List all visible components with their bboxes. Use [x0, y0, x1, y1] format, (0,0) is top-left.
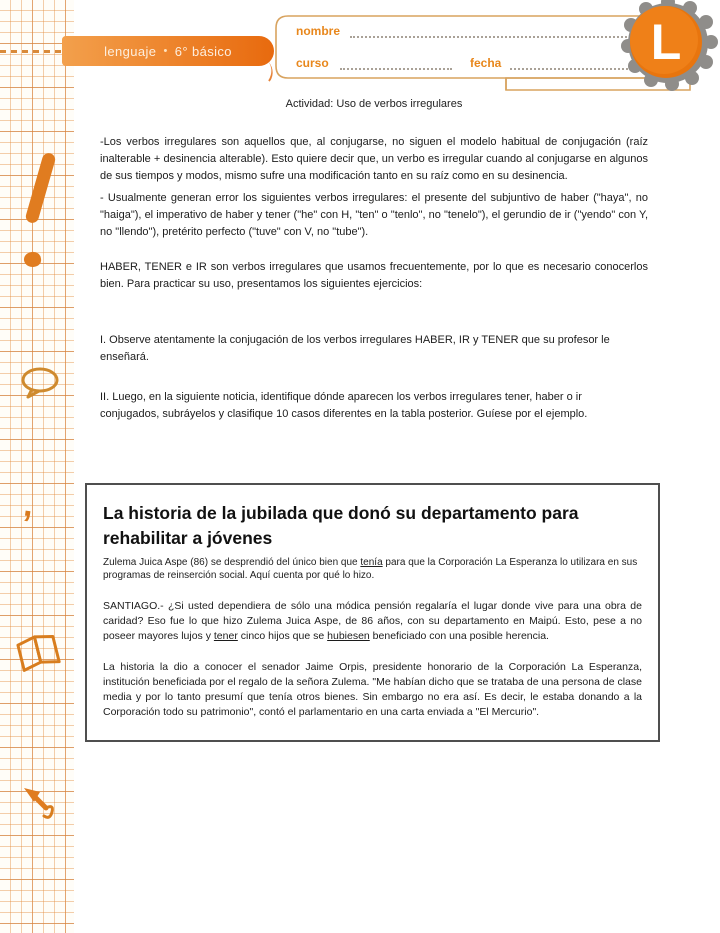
underlined-verb-tener: tener	[213, 629, 238, 642]
p1-text: SANTIAGO.- ¿Si usted dependiera de sólo una módica pensión regalaría el lugar donde vive para una obra de caridad? Eso fue lo que hizo Zulema Juica Aspe, de 86 años, con su departamento en Maipú. Esto, pese a no poseer mayores lujos y	[103, 599, 642, 642]
article-headline: La historia de la jubilada que donó su departamento para rehabilitar a jóvenes	[103, 503, 579, 548]
activity-title: Actividad: Uso de verbos irregulares	[285, 98, 463, 110]
app-logo	[618, 0, 720, 104]
open-book-icon	[14, 626, 66, 676]
instruction-item-2: II. Luego, en la siguiente noticia, identifique dónde aparecen los verbos irregulares tener, haber o ir conjugados, subráyelos y clasifique 10 casos diferentes en la tabla posterior. Guíese por el ejemplo.	[100, 391, 588, 420]
underlined-verb-hubiesen: hubiesen	[327, 629, 370, 642]
pen-nib-icon	[16, 782, 64, 826]
date-field-line	[510, 67, 632, 70]
banner-dashed-line	[0, 50, 62, 53]
intro-paragraph-2: - Usualmente generan error los siguientes verbos irregulares: el presente del subjuntivo de haber ("haya", no "haiga"), el imperativo de haber y tener ("he" con H, "ten" o "tenlo", no "tenelo"), el gerundio de ir ("yendo" con Y, no "llendo"), pretérito perfecto ("tuve" con V, no "tube").	[100, 192, 648, 238]
intro-paragraph-1: -Los verbos irregulares son aquellos que, al conjugarse, no siguen el modelo habitual de conjugación (raíz inalterable + desinencia alterable). Esto quiere decir que, un verbo es irregular cuando al conjugarse en algunos de sus tiempos y modos, mismo sufre una modificación tanto en su raíz como en su desinencia.	[100, 136, 648, 182]
logo-letter: L	[650, 14, 682, 70]
article-paragraph-2: La historia la dio a conocer el senador Jaime Orpis, presidente honorario de la Corporación La Esperanza, institución beneficiada por el regalo de la señora Zulema. "Me habían dicho que se trataba de una persona de clase media y por lo tanto presumí que tenía otros bienes. Sin embargo no era así. Es decir, le estaba donando a la Corporación todo su patrimonio", contó el parlamentario en una carta enviada a "El Mercurio".	[103, 660, 642, 718]
lead-text: Zulema Juica Aspe (86) se desprendió del único bien que	[103, 556, 361, 568]
news-article-box	[85, 483, 660, 742]
comma-icon: ,	[21, 485, 37, 525]
course-field-label: curso	[296, 56, 329, 70]
intro-paragraph-3: HABER, TENER e IR son verbos irregulares que usamos frecuentemente, por lo que es necesario conocerlos bien. Para practicar su uso, presentamos los siguientes ejercicios:	[100, 260, 648, 290]
subject-banner	[62, 36, 274, 66]
lead-text-end: para que la Corporación La Esperanza lo utilizara en sus programas de reinserción social. Aquí cuenta por qué lo hizo.	[103, 556, 638, 582]
article-paragraph-1	[103, 599, 642, 644]
p1-text-mid: cinco hijos que se	[237, 629, 328, 642]
speech-bubble-icon	[18, 366, 62, 402]
grade-label: 6° básico	[174, 43, 232, 59]
subject-label: lenguaje	[104, 43, 157, 59]
article-lead	[103, 556, 642, 583]
banner-bullet: •	[163, 45, 168, 57]
main-content	[100, 98, 648, 422]
p1-text-end: beneficiado con una posible herencia.	[369, 629, 549, 642]
instruction-item-1: I. Observe atentamente la conjugación de los verbos irregulares HABER, IR y TENER que su profesor le enseñará.	[100, 334, 610, 363]
name-field-label: nombre	[296, 24, 341, 38]
exclamation-icon	[24, 152, 56, 225]
underlined-verb-tenia: tenía	[360, 556, 383, 568]
margin-grid-pattern	[0, 0, 74, 933]
course-field-line	[340, 67, 452, 70]
exclamation-dot-icon	[23, 251, 42, 268]
name-field-line	[350, 35, 642, 38]
date-field-label: fecha	[470, 56, 502, 70]
